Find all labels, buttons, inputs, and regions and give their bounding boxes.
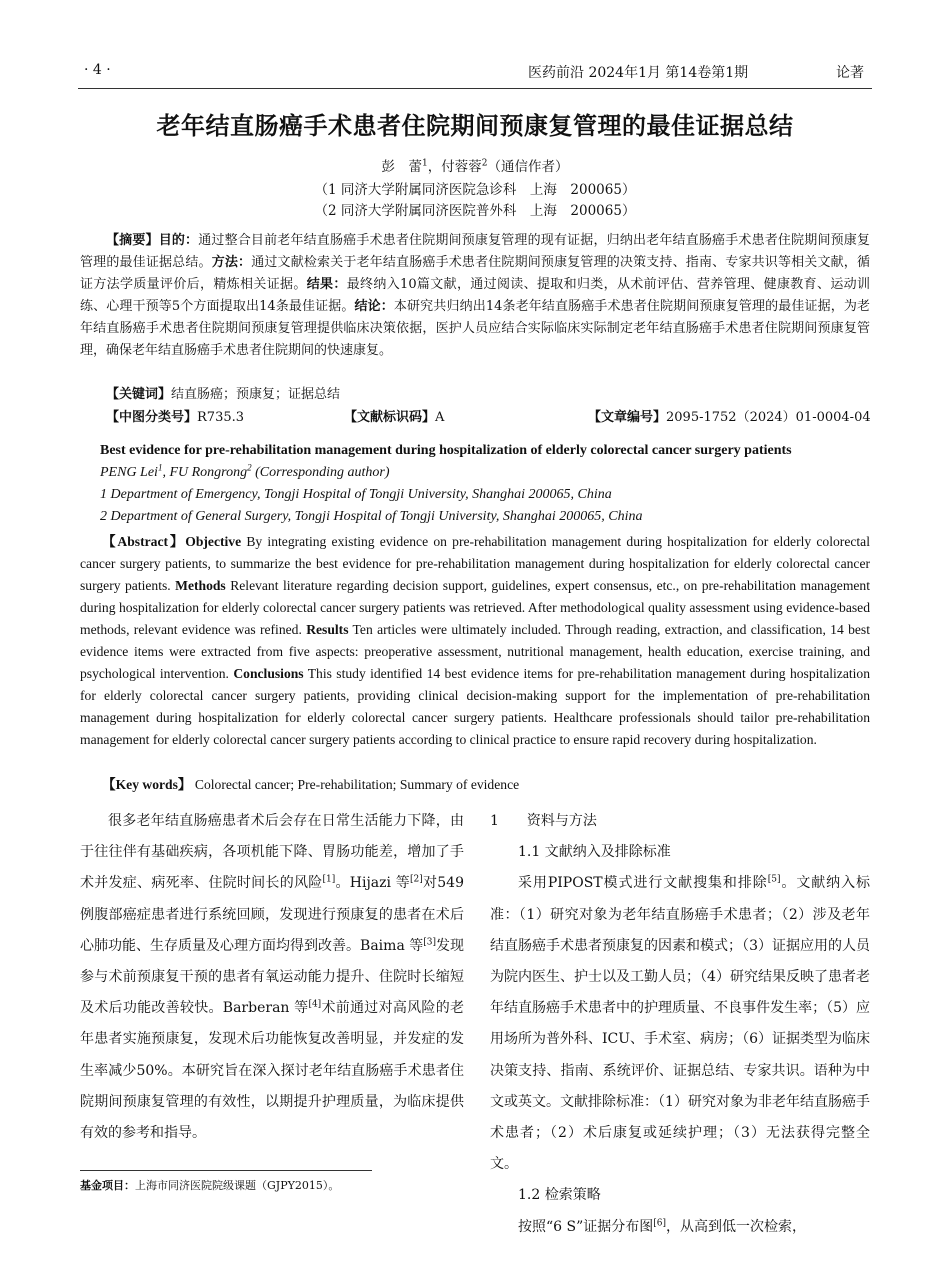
subsection-1-1-heading: 1.1 文献纳入及排除标准 xyxy=(518,844,671,861)
keywords-text: 结直肠癌；预康复；证据总结 xyxy=(171,387,341,402)
section-1-heading: 1 资料与方法 xyxy=(490,813,597,829)
article-label: 【文章编号】 xyxy=(588,410,667,425)
search-text-2: ，从高到低一次检索， xyxy=(666,1218,807,1235)
body-right-column xyxy=(490,806,870,1243)
authors-cn xyxy=(78,155,872,175)
en-results-label: Results xyxy=(306,622,349,637)
author-note: （通信作者） xyxy=(487,159,569,175)
intro-text-2: 。Hijazi 等 xyxy=(335,875,410,892)
intro-text-4: 发现参与术前预康复干预的患者有氧运动能力提升、住院时长缩短及术后功能改善较快。Barberan 等 xyxy=(80,937,465,1017)
article-value: 2095-1752（2024）01-0004-04 xyxy=(666,410,871,425)
results-text: 最终纳入10篇文献，通过阅读、提取和归类，从术前评估、营养管理、健康教育、运动训练、心理干预等5个方面提取出14条最佳证据。 xyxy=(80,277,870,314)
ref-4: [4] xyxy=(308,999,322,1010)
author-2-sup: 2 xyxy=(481,158,488,169)
search-paragraph xyxy=(490,1212,870,1243)
conclusion-label: 结论： xyxy=(354,299,394,314)
abstract-en xyxy=(80,531,870,751)
ref-6: [6] xyxy=(653,1217,667,1228)
en-methods-label: Methods xyxy=(175,578,226,593)
ref-3: [3] xyxy=(423,937,436,948)
en-keywords-text: Colorectal cancer; Pre-rehabilitation; Summary of evidence xyxy=(191,777,520,792)
ref-1: [1] xyxy=(322,874,336,885)
subsection-1-2-heading: 1.2 检索策略 xyxy=(518,1187,601,1204)
conclusion-text: 本研究共归纳出14条老年结直肠癌手术患者住院期间预康复管理的最佳证据，为老年结直肠癌手术患者住院期间预康复管理提供临床决策依据，医护人员应结合实际临床实际制定老年结直肠癌手术患者住院期间预康复管理，确保老年结直肠癌手术患者住院期间的快速康复。 xyxy=(80,299,870,358)
methods-label: 方法： xyxy=(211,255,252,270)
criteria-text-1: 采用PIPOST模式进行文献搜集和排除 xyxy=(518,875,768,892)
doc-label: 【文献标识码】 xyxy=(344,410,436,425)
funding-text: 上海市同济医院院级课题（GJPY2015）。 xyxy=(135,1179,340,1192)
author-1-sup: 1 xyxy=(422,158,428,169)
methods-text: 通过文献检索关于老年结直肠癌手术患者住院期间预康复管理的决策支持、指南、专家共识等相关文献，循证方法学质量评价后，精炼相关证据。 xyxy=(80,255,870,292)
clc-number xyxy=(106,406,244,425)
abstract-label: 【摘要】 xyxy=(106,233,159,248)
affiliation-1-cn: （1 同济大学附属同济医院急诊科 上海 200065） xyxy=(314,182,636,198)
results-label: 结果： xyxy=(306,277,347,292)
body-left-column xyxy=(80,806,464,1149)
author-sep: ，付蓉蓉 xyxy=(427,159,482,175)
objective-text: 通过整合目前老年结直肠癌手术患者住院期间预康复管理的现有证据，归纳出老年结直肠癌手术患者住院期间预康复管理的最佳证据总结。 xyxy=(80,233,870,270)
funding-label: 基金项目： xyxy=(80,1179,135,1192)
section-label: 论著 xyxy=(836,65,864,81)
english-affiliation-1: 1 Department of Emergency, Tongji Hospital of Tongji University, Shanghai 200065, China xyxy=(100,487,612,502)
intro-text-3: 对549例腹部癌症患者进行系统回顾，发现进行预康复的患者在术后心肺功能、生存质量及心理方面均得到改善。Baima 等 xyxy=(80,875,465,954)
criteria-paragraph xyxy=(490,868,870,1180)
doc-value: A xyxy=(435,410,445,425)
abstract-cn xyxy=(80,230,870,362)
en-objective-label: Objective xyxy=(185,534,242,549)
ref-2: [2] xyxy=(410,874,423,885)
en-keywords-label: 【Key words】 xyxy=(102,777,192,792)
en-conclusions-text: This study identified 14 best evidence items for pre-rehabilitation management during hospitalization for elderly colorectal cancer surgery patients, providing clinical decision-making support for the implementation of pre-rehabilitation management during hospitalization for elderly colorectal cancer surgery patients. Healthcare professionals should tailor pre-rehabilitation management for elderly colorectal cancer surgery patients according to clinical practice to ensure rapid recovery during hospitalization. xyxy=(80,666,870,747)
en-author-2-sup: 2 xyxy=(247,462,252,473)
en-author-1: PENG Lei xyxy=(100,465,158,480)
keywords-cn xyxy=(106,384,706,406)
clc-value: R735.3 xyxy=(197,410,245,425)
objective-label: 目的： xyxy=(158,233,199,248)
footnote-rule xyxy=(80,1170,372,1171)
en-objective-text: By integrating existing evidence on pre-rehabilitation management during hospitalization for elderly colorectal cancer surgery patients, to summarize the best evidence for pre-rehabilitation management during hospitalization for elderly colorectal cancer surgery patients. xyxy=(80,534,870,593)
doc-code xyxy=(344,406,444,425)
journal-info: 医药前沿 2024年1月 第14卷第1期 xyxy=(528,65,749,81)
en-author-sep: , FU Rongrong xyxy=(162,465,248,480)
keywords-label: 【关键词】 xyxy=(106,387,172,402)
header-rule xyxy=(78,88,872,89)
article-number xyxy=(588,406,871,425)
en-author-note: (Corresponding author) xyxy=(251,465,390,480)
en-abstract-label: 【Abstract】 xyxy=(102,534,186,549)
ref-5: [5] xyxy=(767,874,781,885)
clc-label: 【中图分类号】 xyxy=(106,410,198,425)
search-text-1: 按照“6 S”证据分布图 xyxy=(518,1218,654,1235)
keywords-en xyxy=(102,773,519,793)
funding-footnote xyxy=(80,1177,339,1193)
paper-title: 老年结直肠癌手术患者住院期间预康复管理的最佳证据总结 xyxy=(156,112,794,140)
en-conclusions-label: Conclusions xyxy=(233,666,304,681)
english-authors xyxy=(100,462,390,481)
en-author-1-sup: 1 xyxy=(157,462,163,473)
page-number: · 4 · xyxy=(84,62,111,78)
affiliation-2-cn: （2 同济大学附属同济医院普外科 上海 200065） xyxy=(314,203,636,219)
intro-text-1: 很多老年结直肠癌患者术后会存在日常生活能力下降，由于往往伴有基础疾病，各项机能下降、胃肠功能差，增加了手术并发症、病死率、住院时间长的风险 xyxy=(80,813,464,892)
en-results-text: Ten articles were ultimately included. Through reading, extraction, and classification, 14 best evidence items were extracted from five aspects: preoperative assessment, nutritional management, health education, exercise training, and psychological intervention. xyxy=(80,622,870,681)
english-title: Best evidence for pre-rehabilitation management during hospitalization of elderly colorectal cancer surgery patients xyxy=(100,443,792,458)
intro-paragraph xyxy=(80,806,464,1149)
criteria-text-2: 。文献纳入标准：（1）研究对象为老年结直肠癌手术患者；（2）涉及老年结直肠癌手术患者预康复的因素和模式；（3）证据应用的人员为院内医生、护士以及工勤人员；（4）研究结果反映了患者老年结直肠癌手术患者中的护理质量、不良事件发生率；（5）应用场所为普外科、ICU、手术室、病房；（6）证据类型为临床决策支持、指南、系统评价、证据总结、专家共识。语种为中文或英文。文献排除标准：（1）研究对象为非老年结直肠癌手术患者；（2）术后康复或延续护理；（3）无法获得完整全文。 xyxy=(490,875,871,1173)
english-affiliation-2: 2 Department of General Surgery, Tongji Hospital of Tongji University, Shanghai 200065, China xyxy=(100,509,643,524)
en-methods-text: Relevant literature regarding decision support, guidelines, expert consensus, etc., on pre-rehabilitation management during hospitalization for elderly colorectal cancer surgery patients was retrieved. After methodological quality assessment using evidence-based methods, relevant evidence was refined. xyxy=(80,578,870,637)
author-1: 彭 蕾 xyxy=(381,159,423,175)
intro-text-5: 术前通过对高风险的老年患者实施预康复，发现术后功能恢复改善明显，并发症的发生率减少50%。本研究旨在深入探讨老年结直肠癌手术患者住院期间预康复管理的有效性，以期提升护理质量，为临床提供有效的参考和指导。 xyxy=(80,1000,464,1142)
